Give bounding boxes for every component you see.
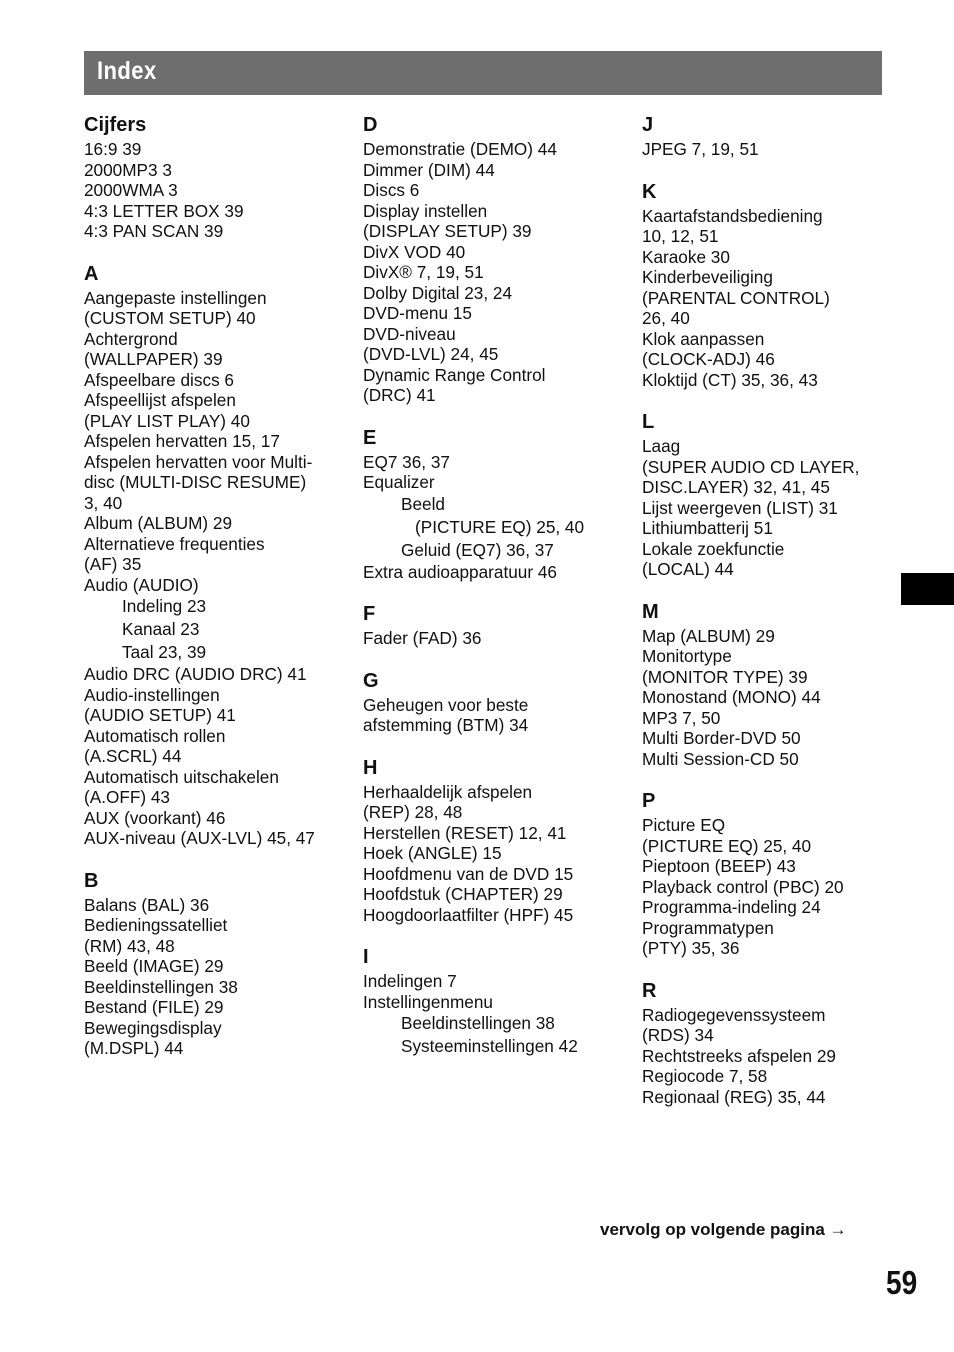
section-heading: Cijfers [84,114,147,136]
index-entry: DISC.LAYER) 32, 41, 45 [642,477,830,497]
index-entry: (RM) 43, 48 [84,935,175,956]
section-heading: P [642,790,656,812]
index-entry: (DRC) 41 [363,385,436,405]
index-entry: (AF) 35 [84,554,142,574]
index-entry: (REP) 28, 48 [363,802,463,822]
index-entry: Dolby Digital 23, 24 [363,282,513,303]
index-entry: Lijst weergeven (LIST) 31 [642,497,838,518]
index-entry: Afspeelbare discs 6 [84,369,234,390]
index-section [363,602,613,649]
section-heading: A [84,262,99,285]
index-entry: Afspelen hervatten voor Multi- [84,451,313,472]
index-entry: Kloktijd (CT) 35, 36, 43 [642,369,818,390]
index-section [642,789,892,959]
index-section [363,426,613,583]
index-section [642,113,892,160]
index-entry: Instellingenmenu [363,991,493,1012]
index-entry: Playback control (PBC) 20 [642,876,844,897]
index-entry: 2000MP3 3 [84,159,172,180]
index-entry: Geheugen voor beste [363,694,529,715]
index-entry: AUX (voorkant) 46 [84,807,226,828]
index-subentry: Beeld [401,493,445,514]
index-section [642,180,892,391]
index-entry: (A.SCRL) 44 [84,746,182,766]
index-entry: Extra audioapparatuur 46 [363,561,557,582]
index-entry: disc (MULTI-DISC RESUME) [84,472,307,492]
chapter-tab-marker [901,573,954,605]
index-entry: Audio (AUDIO) [84,574,199,595]
index-entry: Monostand (MONO) 44 [642,687,821,707]
index-entry: Dynamic Range Control [363,364,546,385]
index-entry: Klok aanpassen [642,328,765,349]
index-entry: (DISPLAY SETUP) 39 [363,221,532,241]
index-entry: Lithiumbatterij 51 [642,518,773,538]
index-section [363,669,613,736]
index-section [84,262,334,849]
index-entry: Regiocode 7, 58 [642,1066,768,1086]
index-entry: (WALLPAPER) 39 [84,349,223,369]
index-entry: Achtergrond [84,328,178,349]
index-section [363,756,613,926]
section-heading: M [642,600,659,623]
section-heading: D [363,114,378,136]
index-entry: Automatisch rollen [84,725,226,746]
index-entry: Balans (BAL) 36 [84,894,210,915]
index-entry: 16:9 39 [84,139,142,159]
index-entry: 2000WMA 3 [84,180,178,200]
section-heading: I [363,946,369,968]
index-entry: 10, 12, 51 [642,226,719,246]
index-entry: Album (ALBUM) 29 [84,513,233,533]
index-section [363,945,613,1058]
index-section [363,113,613,406]
index-entry: 4:3 LETTER BOX 39 [84,200,244,221]
section-heading: G [363,669,379,692]
index-entry: Afspeellijst afspelen [84,390,236,410]
index-entry: JPEG 7, 19, 51 [642,139,759,159]
index-entry: Discs 6 [363,180,420,200]
index-entry: Herhaaldelijk afspelen [363,781,533,802]
index-entry: Aangepaste instellingen [84,287,267,308]
index-entry: Kaartafstandsbediening [642,205,823,226]
index-entry: Map (ALBUM) 29 [642,625,775,646]
index-entry: (RDS) 34 [642,1025,714,1045]
index-column-2 [363,113,613,1058]
index-entry: Audio-instellingen [84,684,220,705]
index-entry: afstemming (BTM) 34 [363,715,529,735]
index-entry: 4:3 PAN SCAN 39 [84,221,224,241]
section-heading: E [363,426,377,449]
section-heading: R [642,979,657,1002]
index-entry: Bedieningssatelliet [84,915,228,935]
index-entry: 3, 40 [84,492,123,513]
index-entry: Hoofdstuk (CHAPTER) 29 [363,884,563,904]
index-entry: Fader (FAD) 36 [363,628,482,648]
index-entry: (PTY) 35, 36 [642,938,740,958]
section-heading: F [363,603,376,625]
index-entry: Programmatypen [642,917,774,938]
index-entry: Lokale zoekfunctie [642,538,785,559]
index-entry: (MONITOR TYPE) 39 [642,666,808,687]
index-entry: Beeld (IMAGE) 29 [84,956,224,976]
index-entry: Display instellen [363,200,488,221]
index-entry: Bestand (FILE) 29 [84,997,224,1017]
index-entry: Programma-indeling 24 [642,897,821,917]
index-section [84,113,334,242]
index-entry: (PICTURE EQ) 25, 40 [642,835,812,856]
index-column-1 [84,113,334,1059]
section-heading: K [642,180,657,203]
index-entry: (CUSTOM SETUP) 40 [84,308,256,328]
index-entry: Alternatieve frequenties [84,533,265,554]
index-entry: Equalizer [363,472,435,492]
index-entry: Radiogegevenssysteem [642,1004,826,1025]
index-entry: (PLAY LIST PLAY) 40 [84,410,250,431]
index-title-bar [84,51,882,95]
index-entry: Picture EQ [642,815,726,835]
index-entry: Indelingen 7 [363,971,457,991]
index-entry: Pieptoon (BEEP) 43 [642,856,796,876]
index-entry: (AUDIO SETUP) 41 [84,705,236,725]
index-subentry: Geluid (EQ7) 36, 37 [401,539,554,560]
index-subentry: Indeling 23 [122,596,207,616]
index-entry: Hoek (ANGLE) 15 [363,843,502,863]
index-entry: Multi Session-CD 50 [642,748,799,769]
section-heading: B [84,869,99,892]
index-section [642,410,892,580]
index-section [84,869,334,1059]
index-entry: DivX VOD 40 [363,241,466,262]
section-heading: L [642,411,655,433]
section-heading: H [363,756,378,779]
index-entry: DVD-menu 15 [363,303,472,323]
index-subentry: (PICTURE EQ) 25, 40 [415,516,585,537]
index-subentry: Taal 23, 39 [122,642,207,662]
index-entry: Monitortype [642,646,732,666]
page-title: Index [97,57,157,85]
continued-on-next-page: vervolg op volgende pagina → [600,1220,847,1239]
index-subentry: Beeldinstellingen 38 [401,1013,555,1033]
index-entry: DivX® 7, 19, 51 [363,262,484,282]
index-entry: AUX-niveau (AUX-LVL) 45, 47 [84,828,315,848]
index-entry: Bewegingsdisplay [84,1017,222,1038]
index-entry: DVD-niveau [363,323,456,344]
index-entry: Dimmer (DIM) 44 [363,159,495,180]
index-entry: Karaoke 30 [642,246,730,267]
index-entry: Multi Border-DVD 50 [642,728,801,748]
index-entry: (PARENTAL CONTROL) [642,287,830,308]
index-column-3 [642,113,892,1107]
index-entry: Beeldinstellingen 38 [84,976,238,997]
index-subentry: Kanaal 23 [122,619,200,639]
index-entry: Demonstratie (DEMO) 44 [363,139,557,159]
index-entry: Hoofdmenu van de DVD 15 [363,863,574,884]
section-heading: J [642,114,654,136]
index-entry: Audio DRC (AUDIO DRC) 41 [84,664,307,684]
index-subentry: Systeeminstellingen 42 [401,1036,578,1056]
index-entry: EQ7 36, 37 [363,451,450,472]
index-entry: Herstellen (RESET) 12, 41 [363,822,567,843]
index-entry: Rechtstreeks afspelen 29 [642,1045,836,1066]
index-entry: Automatisch uitschakelen [84,766,279,787]
index-entry: Laag [642,436,681,456]
index-entry: 26, 40 [642,308,690,328]
index-entry: MP3 7, 50 [642,707,721,728]
index-entry: (SUPER AUDIO CD LAYER, [642,456,860,477]
index-entry: Hoogdoorlaatfilter (HPF) 45 [363,904,574,925]
index-entry: Regionaal (REG) 35, 44 [642,1086,826,1107]
index-entry: Kinderbeveiliging [642,267,773,287]
index-entry: Afspelen hervatten 15, 17 [84,431,280,451]
index-entry: (A.OFF) 43 [84,787,170,807]
index-section [642,600,892,770]
page-number: 59 [886,1264,918,1301]
index-entry: (DVD-LVL) 24, 45 [363,344,499,364]
index-section [642,979,892,1108]
index-entry: (M.DSPL) 44 [84,1038,184,1058]
index-entry: (CLOCK-ADJ) 46 [642,349,775,369]
index-entry: (LOCAL) 44 [642,559,734,579]
